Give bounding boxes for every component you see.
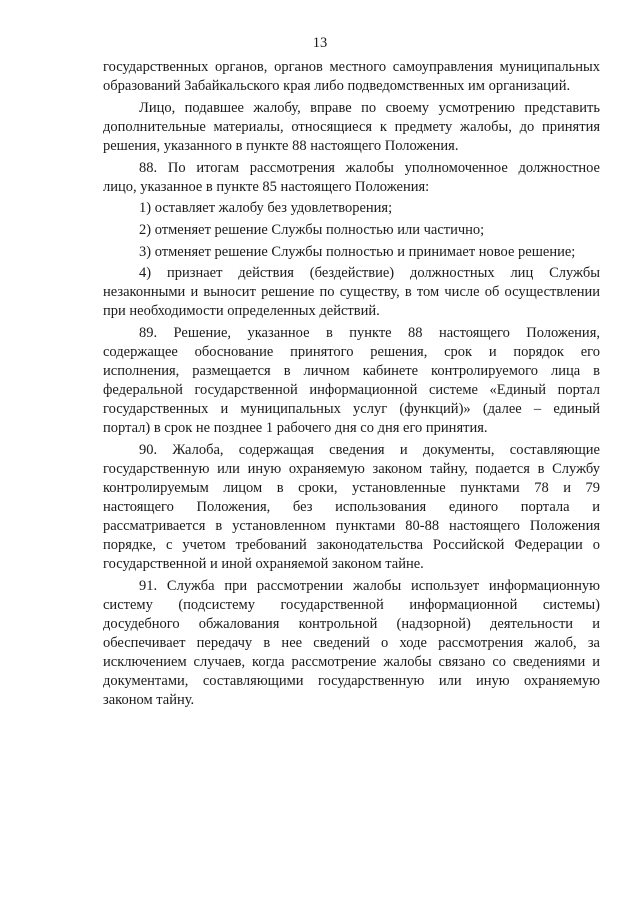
text-line: порядке, с учетом требований законодательства Российской Федерации о <box>103 537 600 553</box>
text-line: государственную или иную охраняемую законом тайну, подается в Службу <box>103 461 600 477</box>
text-line: федеральной государственной информационной системе «Единый портал <box>103 382 600 398</box>
text-line: решения, указанного в пункте 88 настоящего Положения. <box>103 138 459 154</box>
list-item: 1) оставляет жалобу без удовлетворения; <box>139 200 393 216</box>
text-line: настоящего Положения, без использования единого портала и <box>103 499 600 515</box>
text-line: досудебного обжалования контрольной (надзорной) деятельности и <box>103 616 600 632</box>
text-line: государственных органов, органов местного самоуправления муниципальных <box>103 59 600 75</box>
text-line: исключением случаев, когда рассмотрение жалобы связано со сведениями и <box>103 654 600 670</box>
text-line: 88. По итогам рассмотрения жалобы уполномоченное должностное <box>139 160 600 176</box>
text-line: государственных и муниципальных услуг (функций)» (далее – единый <box>103 401 600 417</box>
text-line: портал) в срок не позднее 1 рабочего дня со дня его принятия. <box>103 420 488 436</box>
text-line: 89. Решение, указанное в пункте 88 настоящего Положения, <box>139 325 600 341</box>
text-line: 91. Служба при рассмотрении жалобы использует информационную <box>139 578 600 594</box>
text-line: контролируемым лицом в сроки, установленные пунктами 78 и 79 <box>103 480 600 496</box>
text-line: дополнительные материалы, относящиеся к предмету жалобы, до принятия <box>103 119 600 135</box>
text-line: государственной и иной охраняемой законом тайне. <box>103 556 424 572</box>
text-line: при необходимости определенных действий. <box>103 303 380 319</box>
text-line: образований Забайкальского края либо подведомственных им организаций. <box>103 78 571 94</box>
text-line: систему (подсистему государственной информационной системы) <box>103 597 600 613</box>
text-line: 90. Жалоба, содержащая сведения и документы, составляющие <box>139 442 600 458</box>
text-line: незаконными и выносит решение по существу, в том числе об осуществлении <box>103 284 600 300</box>
list-item: 3) отменяет решение Службы полностью и принимает новое решение; <box>139 244 576 260</box>
page-number: 13 <box>312 35 328 51</box>
list-item: 4) признает действия (бездействие) должностных лиц Службы <box>139 265 600 281</box>
text-line: документами, составляющими государственную или иную охраняемую <box>103 673 600 689</box>
text-line: рассматривается в установленном пунктами 80-88 настоящего Положения <box>103 518 600 534</box>
text-line: законом тайну. <box>103 692 195 708</box>
text-line: исполнения, размещается в личном кабинете контролируемого лица в <box>103 363 600 379</box>
text-line: содержащее обоснование принятого решения, срок и порядок его <box>103 344 600 360</box>
text-line: Лицо, подавшее жалобу, вправе по своему усмотрению представить <box>139 100 600 116</box>
text-line: лицо, указанное в пункте 85 настоящего Положения: <box>103 179 430 195</box>
text-line: обеспечивает передачу в нее сведений о ходе рассмотрения жалоб, за <box>103 635 600 651</box>
list-item: 2) отменяет решение Службы полностью или частично; <box>139 222 485 238</box>
